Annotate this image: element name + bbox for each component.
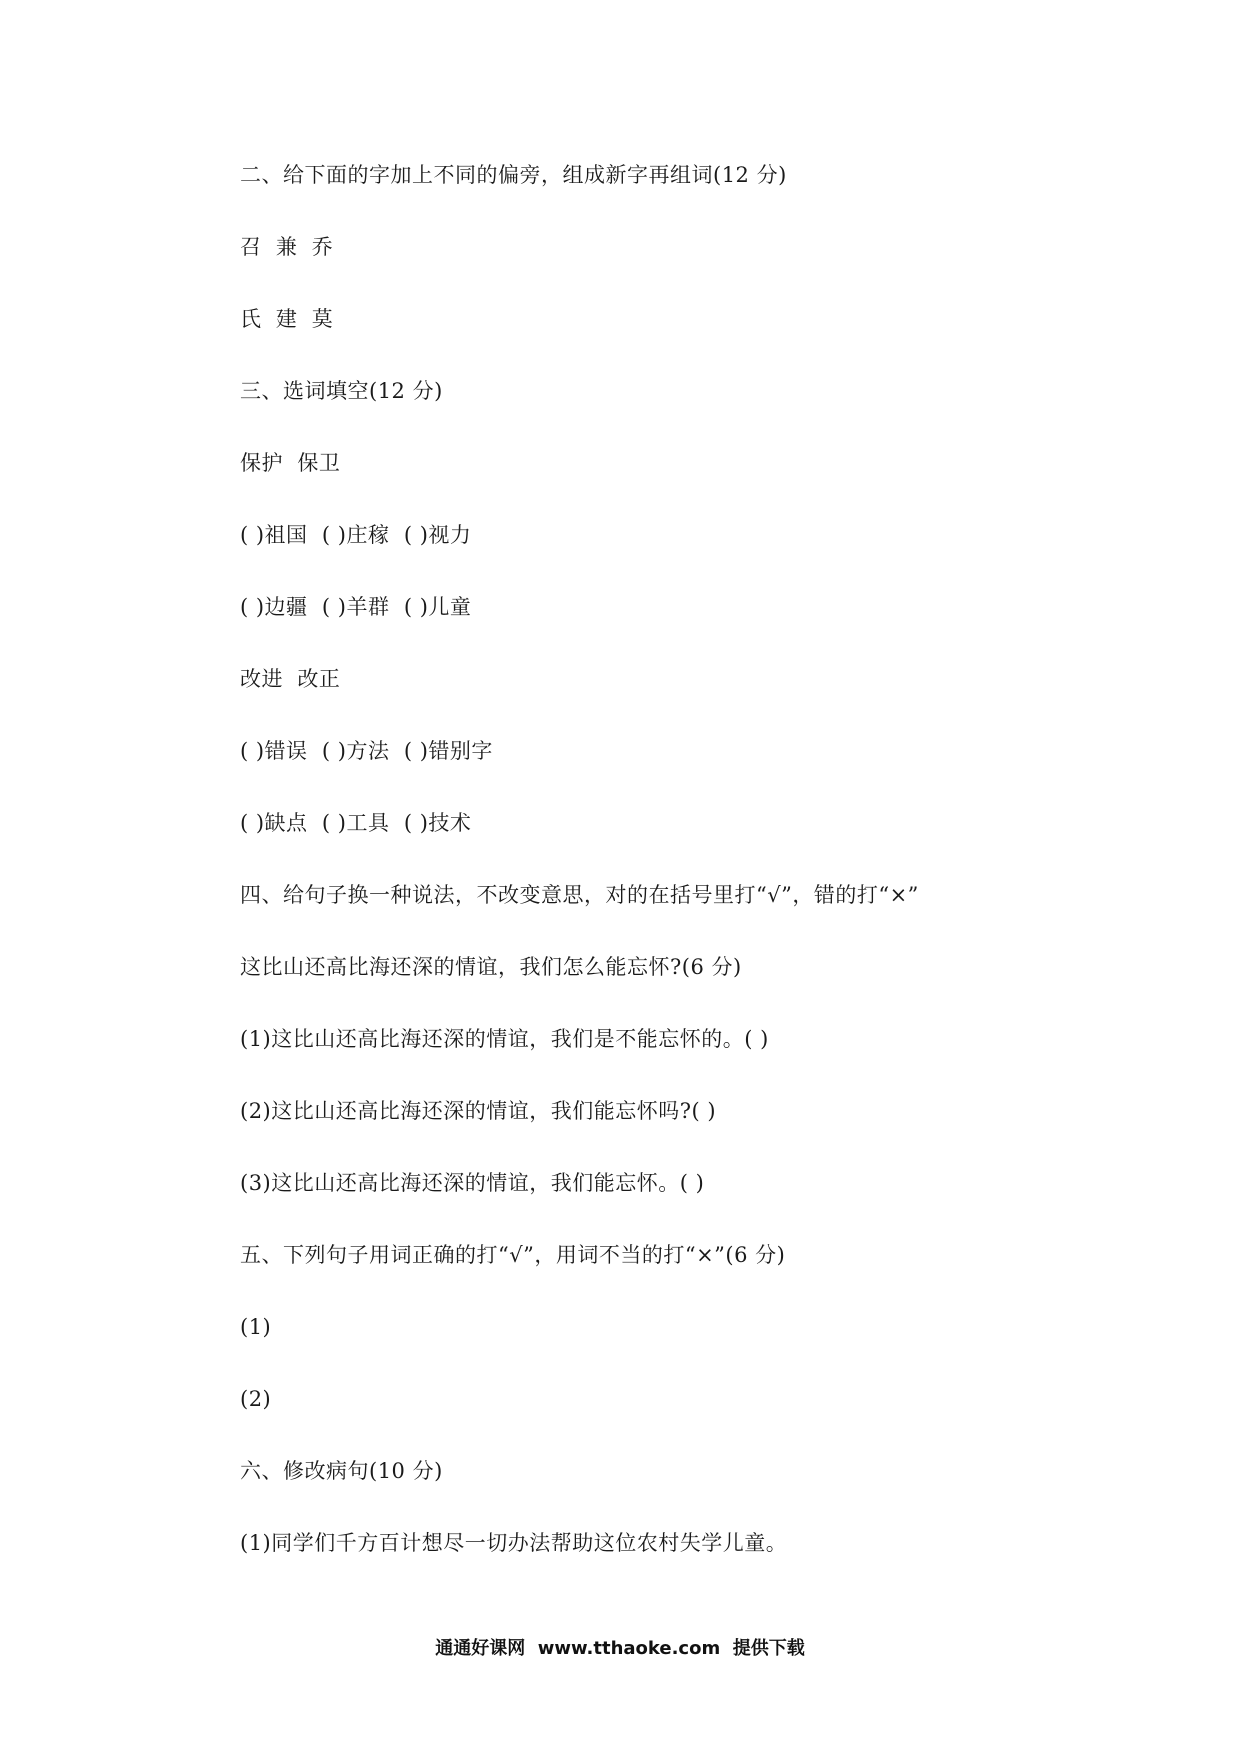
section-4-option-1: (1)这比山还高比海还深的情谊，我们是不能忘怀的。( ) (240, 1027, 769, 1051)
characters-row-1: 召 兼 乔 (240, 235, 334, 259)
section-5-item-2: (2) (240, 1387, 272, 1411)
footer-source-credit: 通通好课网 www.tthaoke.com 提供下载 (435, 1638, 805, 1659)
characters-row-2: 氏 建 莫 (240, 307, 334, 331)
section-2-heading: 二、给下面的字加上不同的偏旁，组成新字再组词(12 分) (240, 163, 787, 187)
section-4-option-3: (3)这比山还高比海还深的情谊，我们能忘怀。( ) (240, 1171, 705, 1195)
section-6-heading: 六、修改病句(10 分) (240, 1459, 443, 1483)
word-choice-1: 保护 保卫 (240, 451, 341, 475)
section-5-heading: 五、下列句子用词正确的打“√”，用词不当的打“×”(6 分) (240, 1243, 786, 1267)
fill-row-1: ( )祖国 ( )庄稼 ( )视力 (240, 523, 472, 547)
fill-row-3: ( )错误 ( )方法 ( )错别字 (240, 739, 493, 763)
section-4-heading: 四、给句子换一种说法，不改变意思，对的在括号里打“√”，错的打“×” (240, 883, 919, 907)
section-5-item-1: (1) (240, 1315, 272, 1339)
section-3-heading: 三、选词填空(12 分) (240, 379, 443, 403)
fill-row-4: ( )缺点 ( )工具 ( )技术 (240, 811, 472, 835)
fill-row-2: ( )边疆 ( )羊群 ( )儿童 (240, 595, 472, 619)
section-4-sentence: 这比山还高比海还深的情谊，我们怎么能忘怀?(6 分) (240, 955, 742, 979)
section-6-item-1: (1)同学们千方百计想尽一切办法帮助这位农村失学儿童。 (240, 1531, 788, 1555)
word-choice-2: 改进 改正 (240, 667, 341, 691)
section-4-option-2: (2)这比山还高比海还深的情谊，我们能忘怀吗?( ) (240, 1099, 717, 1123)
